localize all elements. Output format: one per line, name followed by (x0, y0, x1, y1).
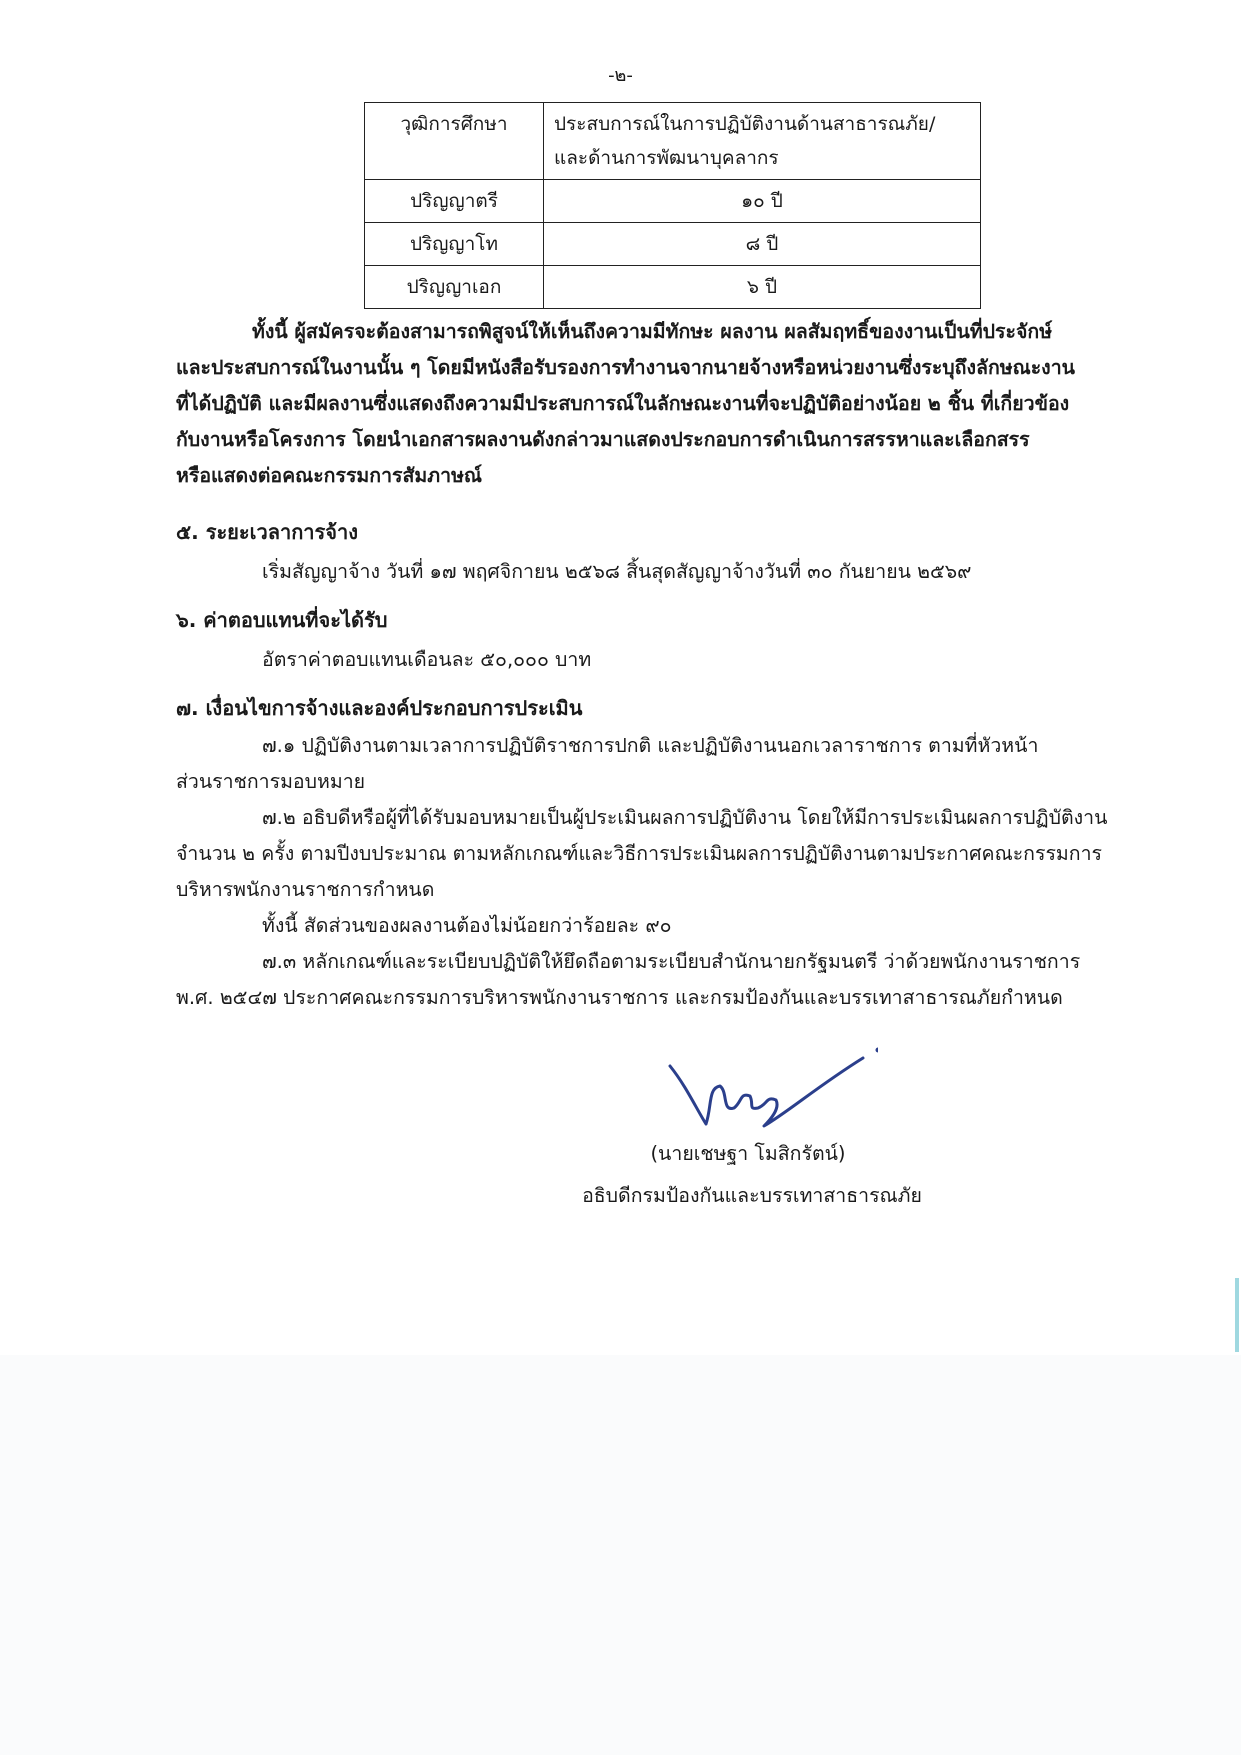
note-line: และประสบการณ์ในงานนั้น ๆ โดยมีหนังสือรับรองการทำงานจากนายจ้างหรือหน่วยงานซึ่งระบุถึงลักษณะงาน (176, 356, 1075, 379)
scan-background-band (0, 1355, 1241, 1755)
item2-line3: บริหารพนักงานราชการกำหนด (176, 878, 435, 901)
scan-edge-mark (1235, 1278, 1239, 1352)
item3-line1: ๗.๓ หลักเกณฑ์และระเบียบปฏิบัติให้ยึดถือตามระเบียบสำนักนายกรัฐมนตรี ว่าด้วยพนักงานราชการ (262, 950, 1081, 973)
header-experience (544, 103, 981, 180)
note-paragraph (176, 314, 1116, 494)
note-line: หรือแสดงต่อคณะกรรมการสัมภาษณ์ (176, 464, 483, 487)
signature-image (668, 1046, 878, 1136)
header-experience-line1: ประสบการณ์ในการปฏิบัติงานด้านสาธารณภัย/ (554, 113, 936, 135)
table-row (365, 223, 981, 266)
header-experience-line2: และด้านการพัฒนาบุคลากร (554, 147, 779, 169)
signatory-title: อธิบดีกรมป้องกันและบรรเทาสาธารณภัย (582, 1184, 922, 1207)
section7-heading: ๗. เงื่อนไขการจ้างและองค์ประกอบการประเมิน (176, 696, 583, 720)
item2-line4: ทั้งนี้ สัดส่วนของผลงานต้องไม่น้อยกว่าร้อยละ ๙๐ (262, 914, 672, 937)
item2-line2: จำนวน ๒ ครั้ง ตามปีงบประมาณ ตามหลักเกณฑ์และวิธีการประเมินผลการปฏิบัติงานตามประกาศคณะกรรมการ (176, 842, 1103, 865)
section5-heading: ๕. ระยะเวลาการจ้าง (176, 520, 358, 544)
years-cell: ๖ ปี (544, 266, 981, 309)
note-line: ที่ได้ปฏิบัติ และมีผลงานซึ่งแสดงถึงความมีประสบการณ์ในลักษณะงานที่จะปฏิบัติอย่างน้อย ๒ ชิ้น ที่เกี่ยวข้อง (176, 392, 1070, 415)
section5-text: เริ่มสัญญาจ้าง วันที่ ๑๗ พฤศจิกายน ๒๕๖๘ สิ้นสุดสัญญาจ้างวันที่ ๓๐ กันยายน ๒๕๖๙ (262, 560, 972, 583)
degree-cell: ปริญญาตรี (365, 180, 544, 223)
section6-text: อัตราค่าตอบแทนเดือนละ ๕๐,๐๐๐ บาท (262, 648, 592, 671)
table-header-row (365, 103, 981, 180)
qualification-table (364, 102, 981, 309)
years-cell: ๑๐ ปี (544, 180, 981, 223)
item2-line1: ๗.๒ อธิบดีหรือผู้ที่ได้รับมอบหมายเป็นผู้ประเมินผลการปฏิบัติงาน โดยให้มีการประเมินผลการปฏิบัติงาน (262, 806, 1108, 829)
degree-cell: ปริญญาโท (365, 223, 544, 266)
item1-line2: ส่วนราชการมอบหมาย (176, 770, 366, 793)
item1-line1: ๗.๑ ปฏิบัติงานตามเวลาการปฏิบัติราชการปกติ และปฏิบัติงานนอกเวลาราชการ ตามที่หัวหน้า (262, 734, 1039, 757)
item3-line2: พ.ศ. ๒๕๔๗ ประกาศคณะกรรมการบริหารพนักงานราชการ และกรมป้องกันและบรรเทาสาธารณภัยกำหนด (176, 986, 1063, 1009)
header-degree: วุฒิการศึกษา (365, 103, 544, 180)
page-number: -๒- (608, 65, 633, 86)
section6-heading: ๖. ค่าตอบแทนที่จะได้รับ (176, 608, 388, 632)
table-row (365, 180, 981, 223)
signatory-name: (นายเชษฐา โมสิกรัตน์) (650, 1142, 846, 1165)
note-line: กับงานหรือโครงการ โดยนำเอกสารผลงานดังกล่าวมาแสดงประกอบการดำเนินการสรรหาและเลือกสรร (176, 428, 1030, 451)
degree-cell: ปริญญาเอก (365, 266, 544, 309)
table-row (365, 266, 981, 309)
note-line: ทั้งนี้ ผู้สมัครจะต้องสามารถพิสูจน์ให้เห็นถึงความมีทักษะ ผลงาน ผลสัมฤทธิ์ของงานเป็นที่ประจักษ์ (252, 320, 1053, 343)
section7-body (176, 728, 1116, 1016)
years-cell: ๘ ปี (544, 223, 981, 266)
